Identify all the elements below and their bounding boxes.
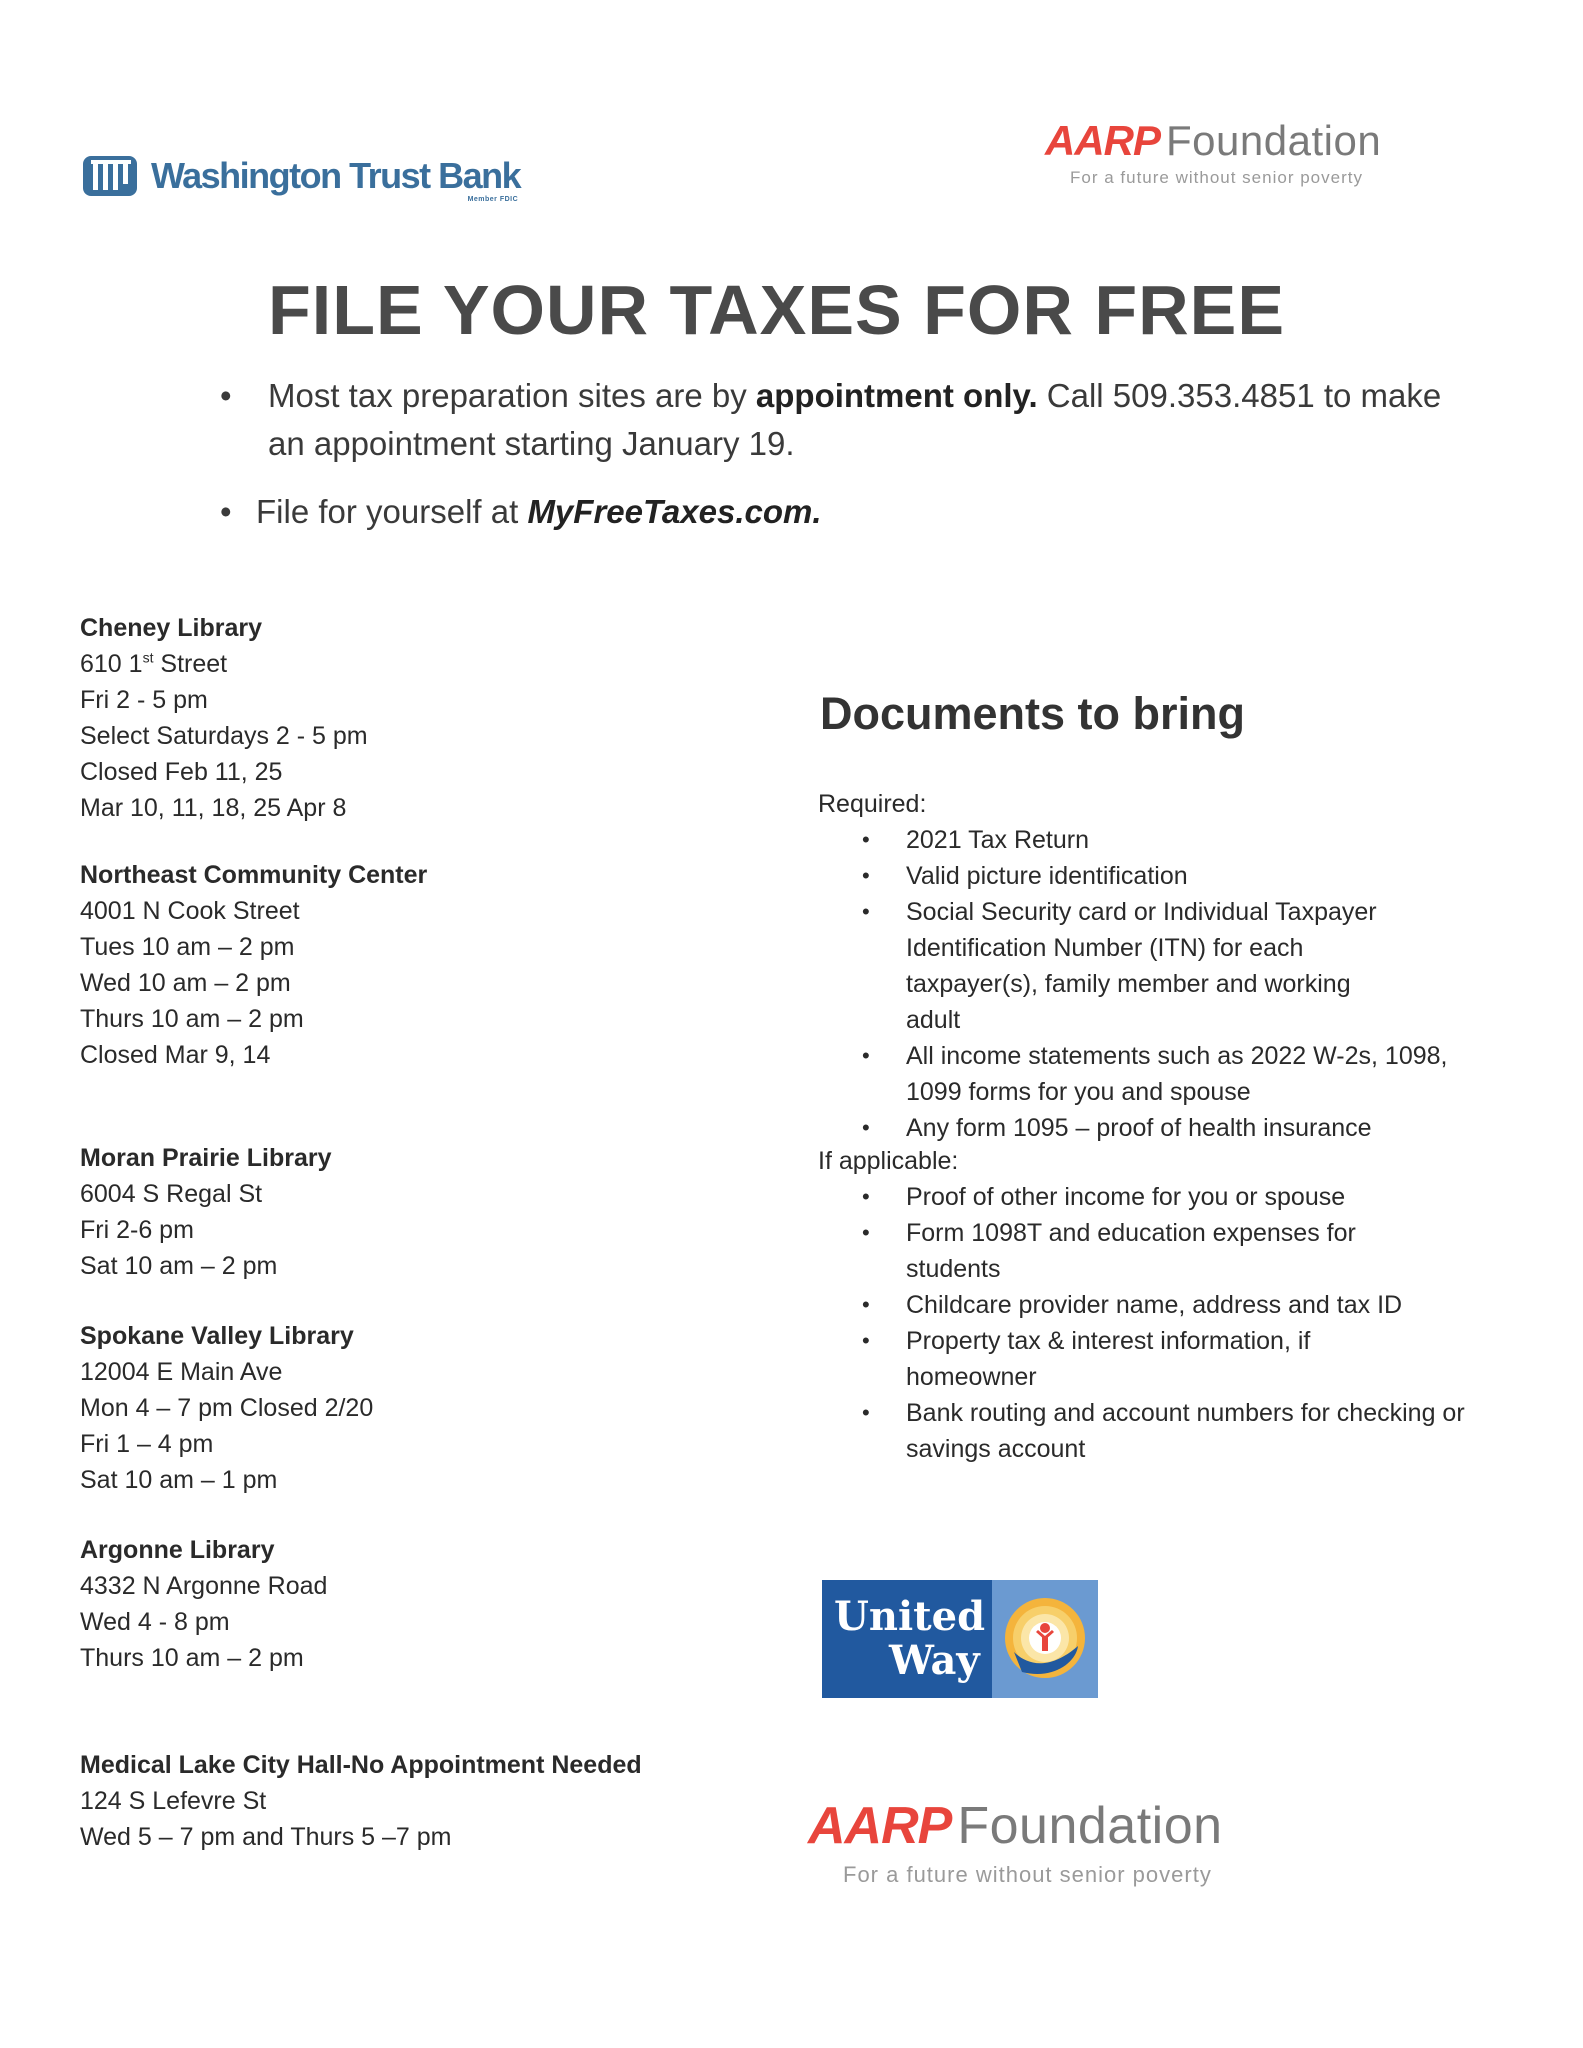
united-way-rainbow-hand-icon: [992, 1580, 1098, 1698]
aarp-brand: AARP: [1045, 117, 1161, 164]
intro-bullet-self-file: • File for yourself at MyFreeTaxes.com.: [220, 488, 1470, 536]
myfreetaxes-link[interactable]: MyFreeTaxes.com.: [527, 493, 822, 530]
location-moran-prairie: Moran Prairie Library 6004 S Regal St Fri 2-6 pm Sat 10 am – 2 pm: [80, 1144, 332, 1280]
aarp-brand: AARP: [808, 1797, 952, 1855]
list-item: • Valid picture identification: [906, 858, 1478, 894]
aarp-foundation-word: Foundation: [1166, 117, 1382, 164]
aarp-foundation-logo-bottom: [808, 1797, 1328, 1888]
list-item: • Bank routing and account numbers for checking or savings account: [906, 1395, 1466, 1467]
united-way-line2: Way: [889, 1637, 980, 1684]
documents-applicable: [818, 1143, 1478, 1467]
documents-heading: Documents to bring: [820, 688, 1245, 739]
list-item: • Social Security card or Individual Taxpayer Identification Number (ITN) for each taxpayer(s), family member and working adult: [906, 894, 1406, 1038]
washington-trust-bank-logo: [83, 152, 521, 203]
bank-logo-icon: [83, 152, 137, 200]
list-item: • 2021 Tax Return: [906, 822, 1478, 858]
bank-name: Washington Trust Bank Member FDIC: [151, 155, 521, 203]
location-address: 610 1st Street: [80, 649, 228, 678]
aarp-foundation-word: Foundation: [957, 1797, 1223, 1855]
aarp-tagline: For a future without senior poverty: [843, 1862, 1212, 1887]
page-title: FILE YOUR TAXES FOR FREE: [268, 271, 1286, 349]
united-way-logo: [822, 1580, 1098, 1698]
list-item: • Any form 1095 – proof of health insurance: [906, 1110, 1478, 1146]
list-item: • Proof of other income for you or spouse: [906, 1179, 1478, 1215]
list-item: • Property tax & interest information, if homeowner: [906, 1323, 1356, 1395]
location-northeast-community-center: Northeast Community Center 4001 N Cook Street Tues 10 am – 2 pm Wed 10 am – 2 pm Thurs 10 am – 2 pm Closed Mar 9, 14: [80, 861, 428, 1069]
bank-member-fdic: Member FDIC: [467, 196, 519, 203]
applicable-label: If applicable:: [818, 1147, 959, 1175]
list-item: • All income statements such as 2022 W-2s, 1098, 1099 forms for you and spouse: [906, 1038, 1466, 1110]
location-spokane-valley: Spokane Valley Library 12004 E Main Ave Mon 4 – 7 pm Closed 2/20 Fri 1 – 4 pm Sat 10 am – 1 pm: [80, 1322, 374, 1494]
list-item: • Form 1098T and education expenses for students: [906, 1215, 1386, 1287]
aarp-tagline: For a future without senior poverty: [1070, 168, 1363, 187]
aarp-foundation-logo-top: [1045, 117, 1465, 188]
intro-bullets: [220, 372, 1470, 536]
required-label: Required:: [818, 790, 927, 818]
location-argonne: Argonne Library 4332 N Argonne Road Wed 4 - 8 pm Thurs 10 am – 2 pm: [80, 1536, 328, 1672]
documents-required: [818, 786, 1478, 1146]
location-medical-lake: Medical Lake City Hall-No Appointment Needed 124 S Lefevre St Wed 5 – 7 pm and Thurs 5 –7 pm: [80, 1751, 642, 1851]
location-cheney: Cheney Library 610 1st Street Fri 2 - 5 pm Select Saturdays 2 - 5 pm Closed Feb 11, 25 Mar 10, 11, 18, 25 Apr 8: [80, 614, 368, 822]
intro-bullet-appointment: • Most tax preparation sites are by appointment only. Call 509.353.4851 to make an appointment starting January 19.: [220, 372, 1470, 468]
list-item: • Childcare provider name, address and tax ID: [906, 1287, 1478, 1323]
united-way-line1: United: [834, 1593, 986, 1640]
